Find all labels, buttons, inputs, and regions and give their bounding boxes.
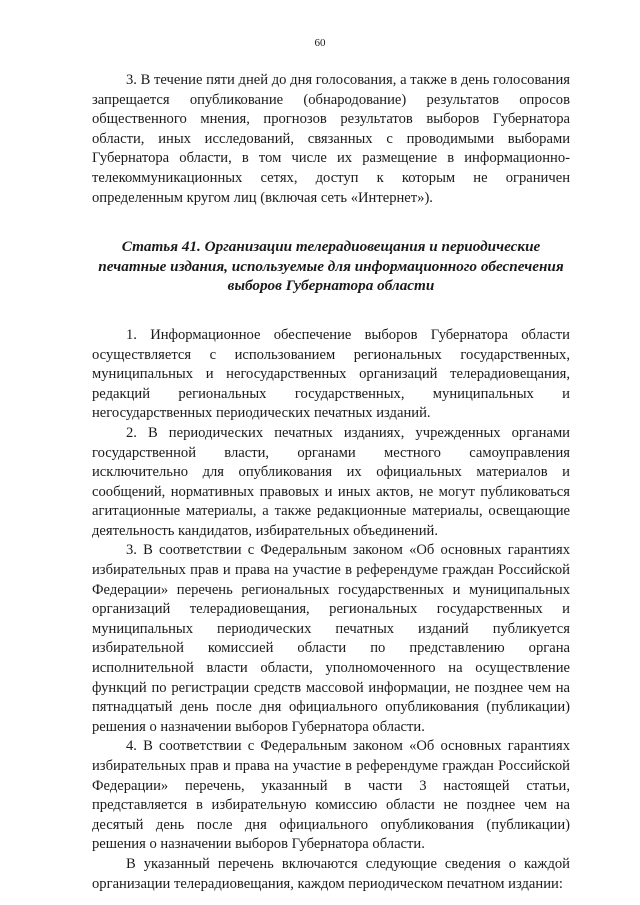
article-41-title: Статья 41. Организации телерадиовещания и периодические печатные издания, используемые для информационного обеспечения выборов Губернатора области <box>98 238 564 295</box>
article-41-part-3: 3. В соответствии с Федеральным законом «Об основных гарантиях избирательных прав и права на участие в референдуме граждан Российской Федерации» перечень региональных государственных и муниципальных организаций телерадиовещания, региональных государственных и муниципальных периодических печатных изданий публикуется избирательной комиссией области по представлению органа исполнительной власти области, уполномоченного на осуществление функций по регистрации средств массовой информации, не позднее чем на пятнадцатый день после дня официального опубликования (публикации) решения о назначении выборов Губернатора области. <box>92 542 570 735</box>
article-41-part-4: 4. В соответствии с Федеральным законом «Об основных гарантиях избирательных прав и права на участие в референдуме граждан Российской Федерации» перечень, указанный в части 3 настоящей статьи, представляется в избирательную комиссию области не позднее чем на десятый день после дня официального опубликования (публикации) решения о назначении выборов Губернатора области. <box>92 738 570 853</box>
article-41-part-2: 2. В периодических печатных изданиях, учрежденных органами государственной власти, органами местного самоуправления исключительно для опубликования их официальных материалов и сообщений, нормативных правовых и иных актов, не могут публиковаться агитационные материалы, а также редакционные материалы, освещающие деятельность кандидатов, избирательных объединений. <box>92 424 570 539</box>
article-41-part-1: 1. Информационное обеспечение выборов Губернатора области осуществляется с использованием региональных государственных, муниципальных и негосударственных организаций телерадиовещания, редакций региональных государственных, муниципальных и негосударственных периодических печатных изданий. <box>92 326 570 422</box>
document-body <box>92 71 570 894</box>
paragraph-3-voting-restriction: 3. В течение пяти дней до дня голосования, а также в день голосования запрещается опубликование (обнародование) результатов опросов общественного мнения, прогнозов результатов выборов Губернатора области, иных исследований, связанных с проводимыми выборами Губернатора области, в том числе их размещение в информационно-телекоммуникационных сетях, доступ к которым не ограничен определенным кругом лиц (включая сеть «Интернет»). <box>92 72 570 206</box>
page-number: 60 <box>314 37 326 49</box>
article-41-list-intro: В указанный перечень включаются следующие сведения о каждой организации телерадиовещания, каждом периодическом печатном издании: <box>92 855 570 892</box>
